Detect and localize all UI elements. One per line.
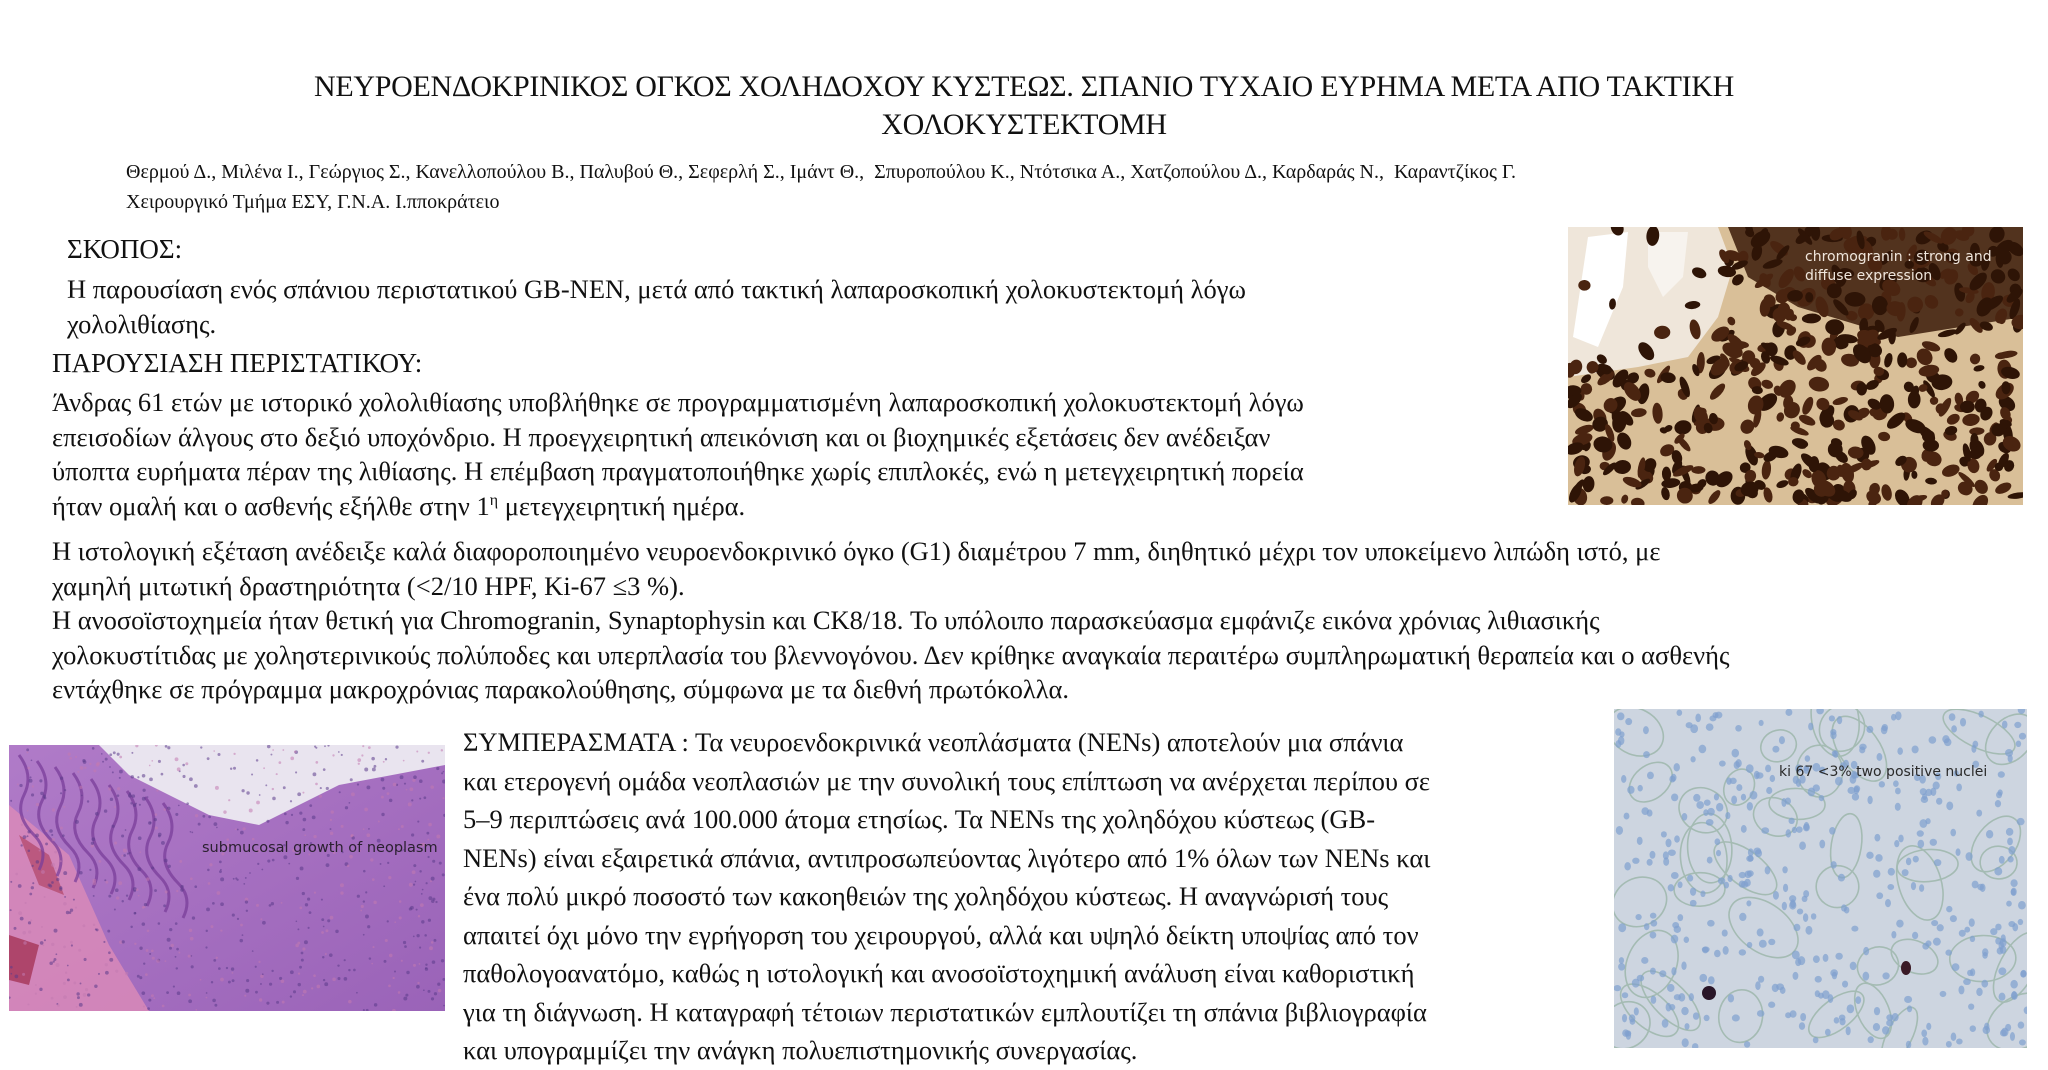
chromogranin-caption-line-2: diffuse expression: [1805, 268, 1933, 284]
aim-line-2: χολολιθίασης.: [67, 308, 217, 339]
case-p1-line: επεισοδίων άλγους στο δεξιό υποχόνδριο. Η προεγχειρητική απεικόνιση και οι βιοχημικές εξετάσεις δεν ανέδειξαν: [52, 421, 1271, 452]
he-micrograph: [9, 745, 445, 1011]
affiliation: Χειρουργικό Τμήμα ΕΣΥ, Γ.Ν.Α. Ι.πποκράτειο: [126, 191, 500, 213]
case-heading: ΠΑΡΟΥΣΙΑΣΗ ΠΕΡΙΣΤΑΤΙΚΟΥ:: [52, 348, 423, 378]
positive-nucleus: [1702, 986, 1716, 1000]
ki67-micrograph: [1614, 709, 2027, 1048]
case-p3-line: Η ανοσοϊστοχημεία ήταν θετική για Chromogranin, Synaptophysin και CK8/18. Το υπόλοιπο παρασκεύασμα εμφάνιζε εικόνα χρόνιας λιθιασικής: [52, 605, 1600, 635]
chromogranin-micrograph: [1568, 227, 2023, 505]
case-p1-last-b: μετεγχειρητική ημέρα.: [498, 490, 746, 521]
conclusions-line: 5–9 περιπτώσεις ανά 100.000 άτομα ετησίως. Τα NENs της χοληδόχου κύστεως (GB-: [463, 804, 1376, 834]
aim-line-1: Η παρουσίαση ενός σπάνιου περιστατικού GB-NEN, μετά από τακτική λαπαροσκοπική χολοκυστεκτομή λόγω: [67, 274, 1246, 304]
conclusions-line: ένα πολύ μικρό ποσοστό των κακοηθειών της χοληδόχου κύστεως. Η αναγνώρισή τους: [463, 881, 1389, 911]
aim-section: [67, 272, 1567, 341]
title-line-1: ΝΕΥΡΟΕΝΔΟΚΡΙΝΙΚΟΣ ΟΓΚΟΣ ΧΟΛΗΔΟΧΟΥ ΚΥΣΤΕΩΣ. ΣΠΑΝΙΟ ΤΥΧΑΙΟ ΕΥΡΗΜΑ ΜΕΤΑ ΑΠΟ ΤΑΚΤΙΚΗ: [313, 70, 1735, 103]
he-caption: submucosal growth of neoplasm: [202, 840, 438, 856]
case-p1-line: [52, 489, 1547, 524]
case-p2-line: Η ιστολογική εξέταση ανέδειξε καλά διαφοροποιημένο νευροενδοκρινικό όγκο (G1) διαμέτρου 7 mm, διηθητικό μέχρι τον υποκείμενο λιπώδη ιστό, με: [52, 536, 1661, 566]
conclusions-line: ΣΥΜΠΕΡΑΣΜΑΤΑ : Τα νευροενδοκρινικά νεοπλάσματα (NENs) αποτελούν μια σπάνια: [463, 727, 1404, 757]
aim-heading: ΣΚΟΠΟΣ:: [67, 234, 183, 264]
conclusions-line: και ετερογενή ομάδα νεοπλασιών με την συνολική τους επίπτωση να ανέρχεται περίπου σε: [463, 765, 1431, 796]
case-paragraph-3: [52, 603, 2042, 707]
case-p1-last-a: ήταν ομαλή και ο ασθενής εξήλθε στην 1: [52, 490, 490, 521]
conclusions-section: [463, 723, 1603, 1070]
case-p1-line: Άνδρας 61 ετών με ιστορικό χολολιθίασης υποβλήθηκε σε προγραμματισμένη λαπαροσκοπική χολοκυστεκτομή λόγω: [52, 387, 1304, 417]
ki67-caption: ki 67 <3% two positive nuclei: [1779, 764, 1988, 780]
conclusions-line: παθολογοανατόμο, καθώς η ιστολογική και ανοσοϊστοχημική ανάλυση είναι καθοριστική: [463, 958, 1415, 988]
conclusions-line: NENs) είναι εξαιρετικά σπάνια, αντιπροσωπεύοντας λιγότερο από 1% όλων των NENs και: [463, 842, 1431, 873]
case-paragraph-1: [52, 385, 1547, 523]
case-p2-line: χαμηλή μιτωτική δραστηριότητα (<2/10 HPF, Ki-67 ≤3 %).: [52, 570, 685, 601]
case-p1-line: ύποπτα ευρήματα πέραν της λιθίασης. Η επέμβαση πραγματοποιήθηκε χωρίς επιπλοκές, ενώ η μετεγχειρητική πορεία: [52, 456, 1304, 486]
ki67-image: [1614, 709, 2027, 1048]
case-paragraph-2: [52, 534, 2042, 603]
title-line-2: ΧΟΛΟΚΥΣΤΕΚΤΟΜΗ: [881, 108, 1167, 141]
poster-title: [0, 68, 2048, 144]
chromogranin-caption-line-1: chromogranin : strong and: [1805, 249, 1992, 265]
conclusions-line: για τη διάγνωση. Η καταγραφή τέτοιων περιστατικών εμπλουτίζει τη σπάνια βιβλιογραφία: [463, 996, 1427, 1027]
case-p3-line: χολοκυστίτιδας με χοληστερινικούς πολύποδες και υπερπλασία του βλεννογόνου. Δεν κρίθηκε αναγκαία περαιτέρω συμπληρωματική θεραπεία και ο ασθενής: [52, 639, 1730, 670]
chromogranin-caption: [1805, 248, 1992, 286]
he-image: [9, 745, 445, 1011]
positive-nucleus: [1901, 961, 1911, 975]
author-block: [126, 157, 1516, 217]
conclusions-line: απαιτεί όχι μόνο την εγρήγορση του χειρουργού, αλλά και υψηλό δείκτη υποψίας από τον: [463, 919, 1419, 950]
ordinal-superscript: η: [489, 491, 499, 509]
authors: Θερμού Δ., Μιλένα Ι., Γεώργιος Σ., Κανελλοπούλου Β., Παλυβού Θ., Σεφερλή Σ., Ιμάντ Θ., Σπυροπούλου Κ., Ντότσικα Α., Χατζοπούλου Δ., Καρδαράς Ν., Καραντζίκος Γ.: [126, 161, 1517, 183]
case-p3-line: εντάχθηκε σε πρόγραμμα μακροχρόνιας παρακολούθησης, σύμφωνα με τα διεθνή πρωτόκολλα.: [52, 674, 1070, 704]
conclusions-line: και υπογραμμίζει την ανάγκη πολυεπιστημονικής συνεργασίας.: [463, 1035, 1138, 1065]
